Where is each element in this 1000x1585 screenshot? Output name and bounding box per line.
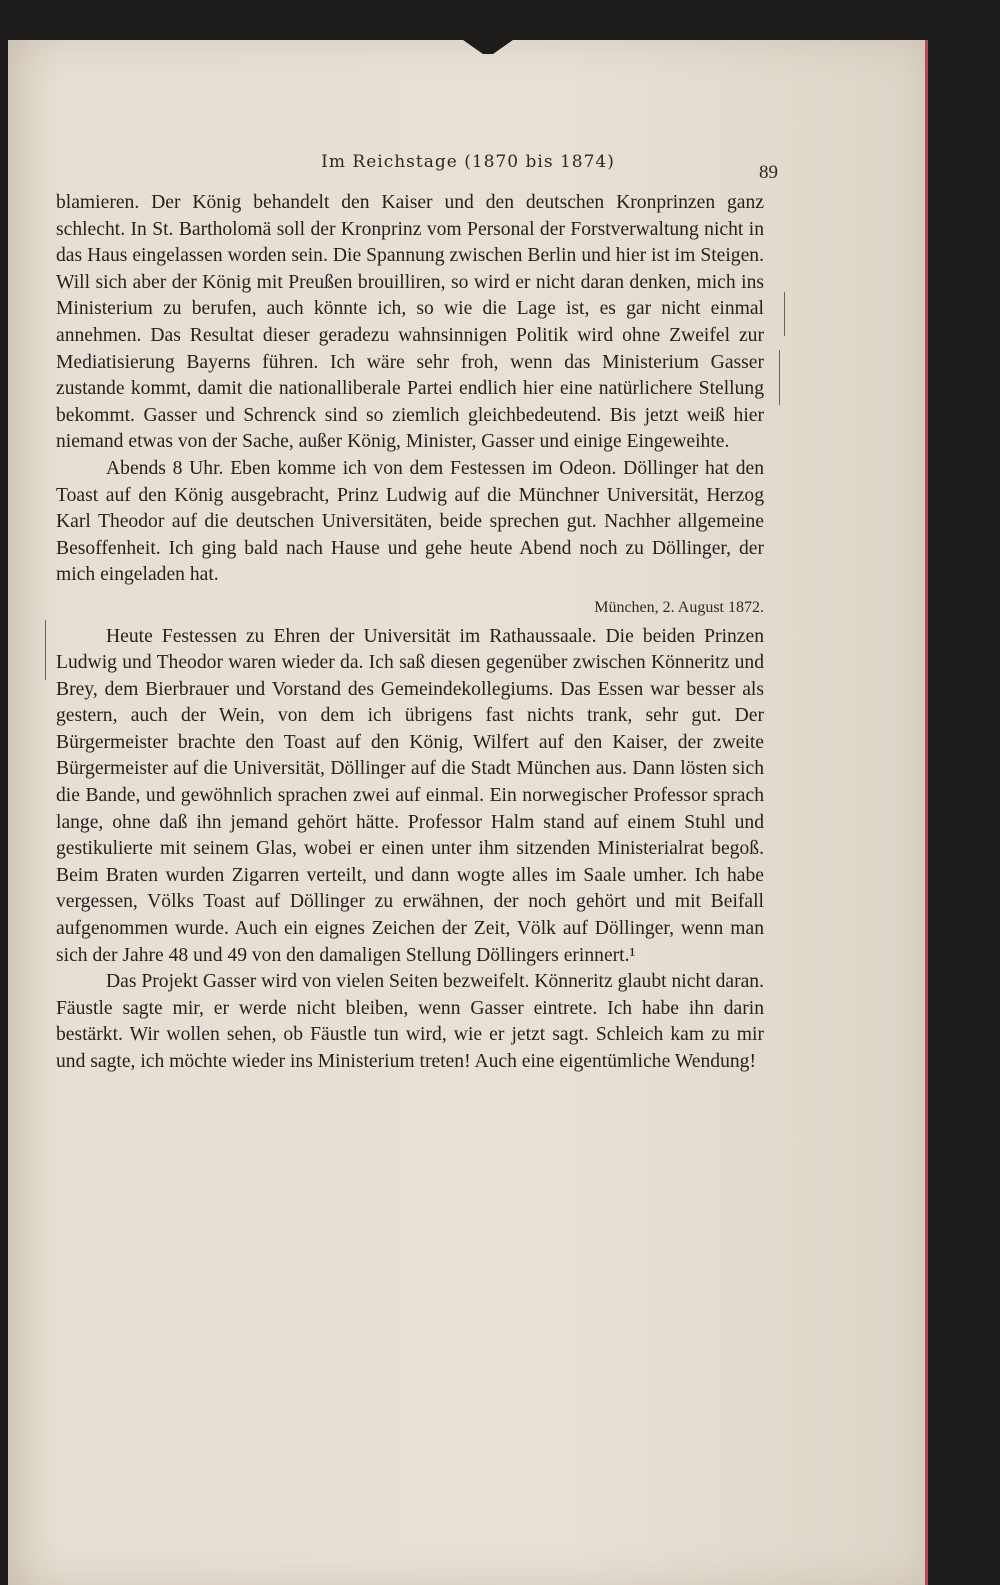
paragraph: Heute Festessen zu Ehren der Universität im Rathaussaale. Die beiden Prinzen Ludwig und Theodor waren wieder da. Ich saß diesen gegenüber zwischen Könneritz und Brey, dem Bierbrauer und Vorstand des Gemeindekollegiums. Das Essen war besser als gestern, auch der Wein, von dem ich übrigens fast nichts trank, sehr gut. Der Bürgermeister brachte den Toast auf den König, Wilfert auf den Kaiser, der zweite Bürgermeister auf die Universität, Döllinger auf die Stadt München aus. Dann lösten sich die Bande, und gewöhnlich sprachen zwei auf einmal. Ein norwegischer Professor sprach lange, ohne daß ihn jemand gehört hätte. Professor Halm stand auf einem Stuhl und gestikulierte mit seinem Glas, wobei er einen unter ihm sitzenden Ministerialrat begoß. Beim Braten wurden Zigarren verteilt, und dann wogte alles im Saale umher. Ich habe vergessen, Völks Toast auf Döllinger zu erwähnen, der noch gehört und mit Beifall aufgenommen wurde. Auch ein eignes Zeichen der Zeit, Völk auf Döllinger, wenn man sich der Jahre 48 und 49 von den damaligen Stellung Döllingers erinnert.¹ [56, 625, 764, 966]
paragraph: blamieren. Der König behandelt den Kaiser und den deutschen Kronprinzen ganz schlecht. In St. Bartholomä soll der Kronprinz vom Personal der Forstverwaltung nicht in das Haus eingelassen worden sein. Die Spannung zwischen Berlin und hier ist im Steigen. Will sich aber der König mit Preußen brouilliren, so wird er nicht daran denken, mich ins Ministerium zu berufen, auch könnte ich, so wie die Lage ist, es gar nicht einmal annehmen. Das Resultat dieser geradezu wahnsinnigen Politik wird ohne Zweifel zur Mediatisierung Bayerns führen. Ich wäre sehr froh, wenn das Ministerium Gasser zustande kommt, damit die nationalliberale Partei endlich hier eine natürlichere Stellung bekommt. Gasser und Schrenck sind so ziemlich gleichbedeutend. Bis jetzt weiß hier niemand etwas von der Sache, außer König, Minister, Gasser und einige Eingeweihte. [56, 192, 764, 453]
body-text [56, 190, 764, 1076]
paragraph: Abends 8 Uhr. Eben komme ich von dem Festessen im Odeon. Döllinger hat den Toast auf den König ausgebracht, Prinz Ludwig auf die Münchner Universität, Herzog Karl Theodor auf die deutschen Universitäten, beide sprechen gut. Nachher allgemeine Besoffenheit. Ich ging bald nach Hause und gehe heute Abend noch zu Döllinger, der mich eingeladen hat. [56, 457, 764, 586]
page-number: 89 [759, 162, 778, 183]
dateline: München, 2. August 1872. [594, 598, 764, 616]
page-edge [925, 40, 928, 1585]
margin-mark [784, 292, 785, 336]
running-head: Im Reichstage (1870 bis 1874) [321, 152, 615, 172]
margin-mark [779, 350, 780, 405]
page-notch [463, 40, 513, 54]
margin-mark [45, 620, 46, 680]
paragraph: Das Projekt Gasser wird von vielen Seiten bezweifelt. Könneritz glaubt nicht daran. Fäustle sagte mir, er werde nicht bleiben, wenn Gasser eintrete. Ich habe ihn darin bestärkt. Wir wollen sehen, ob Fäustle tun wird, wie er jetzt sagt. Schleich kam zu mir und sagte, ich möchte wieder ins Ministerium treten! Auch eine eigentümliche Wendung! [56, 971, 764, 1072]
book-page [8, 40, 928, 1585]
